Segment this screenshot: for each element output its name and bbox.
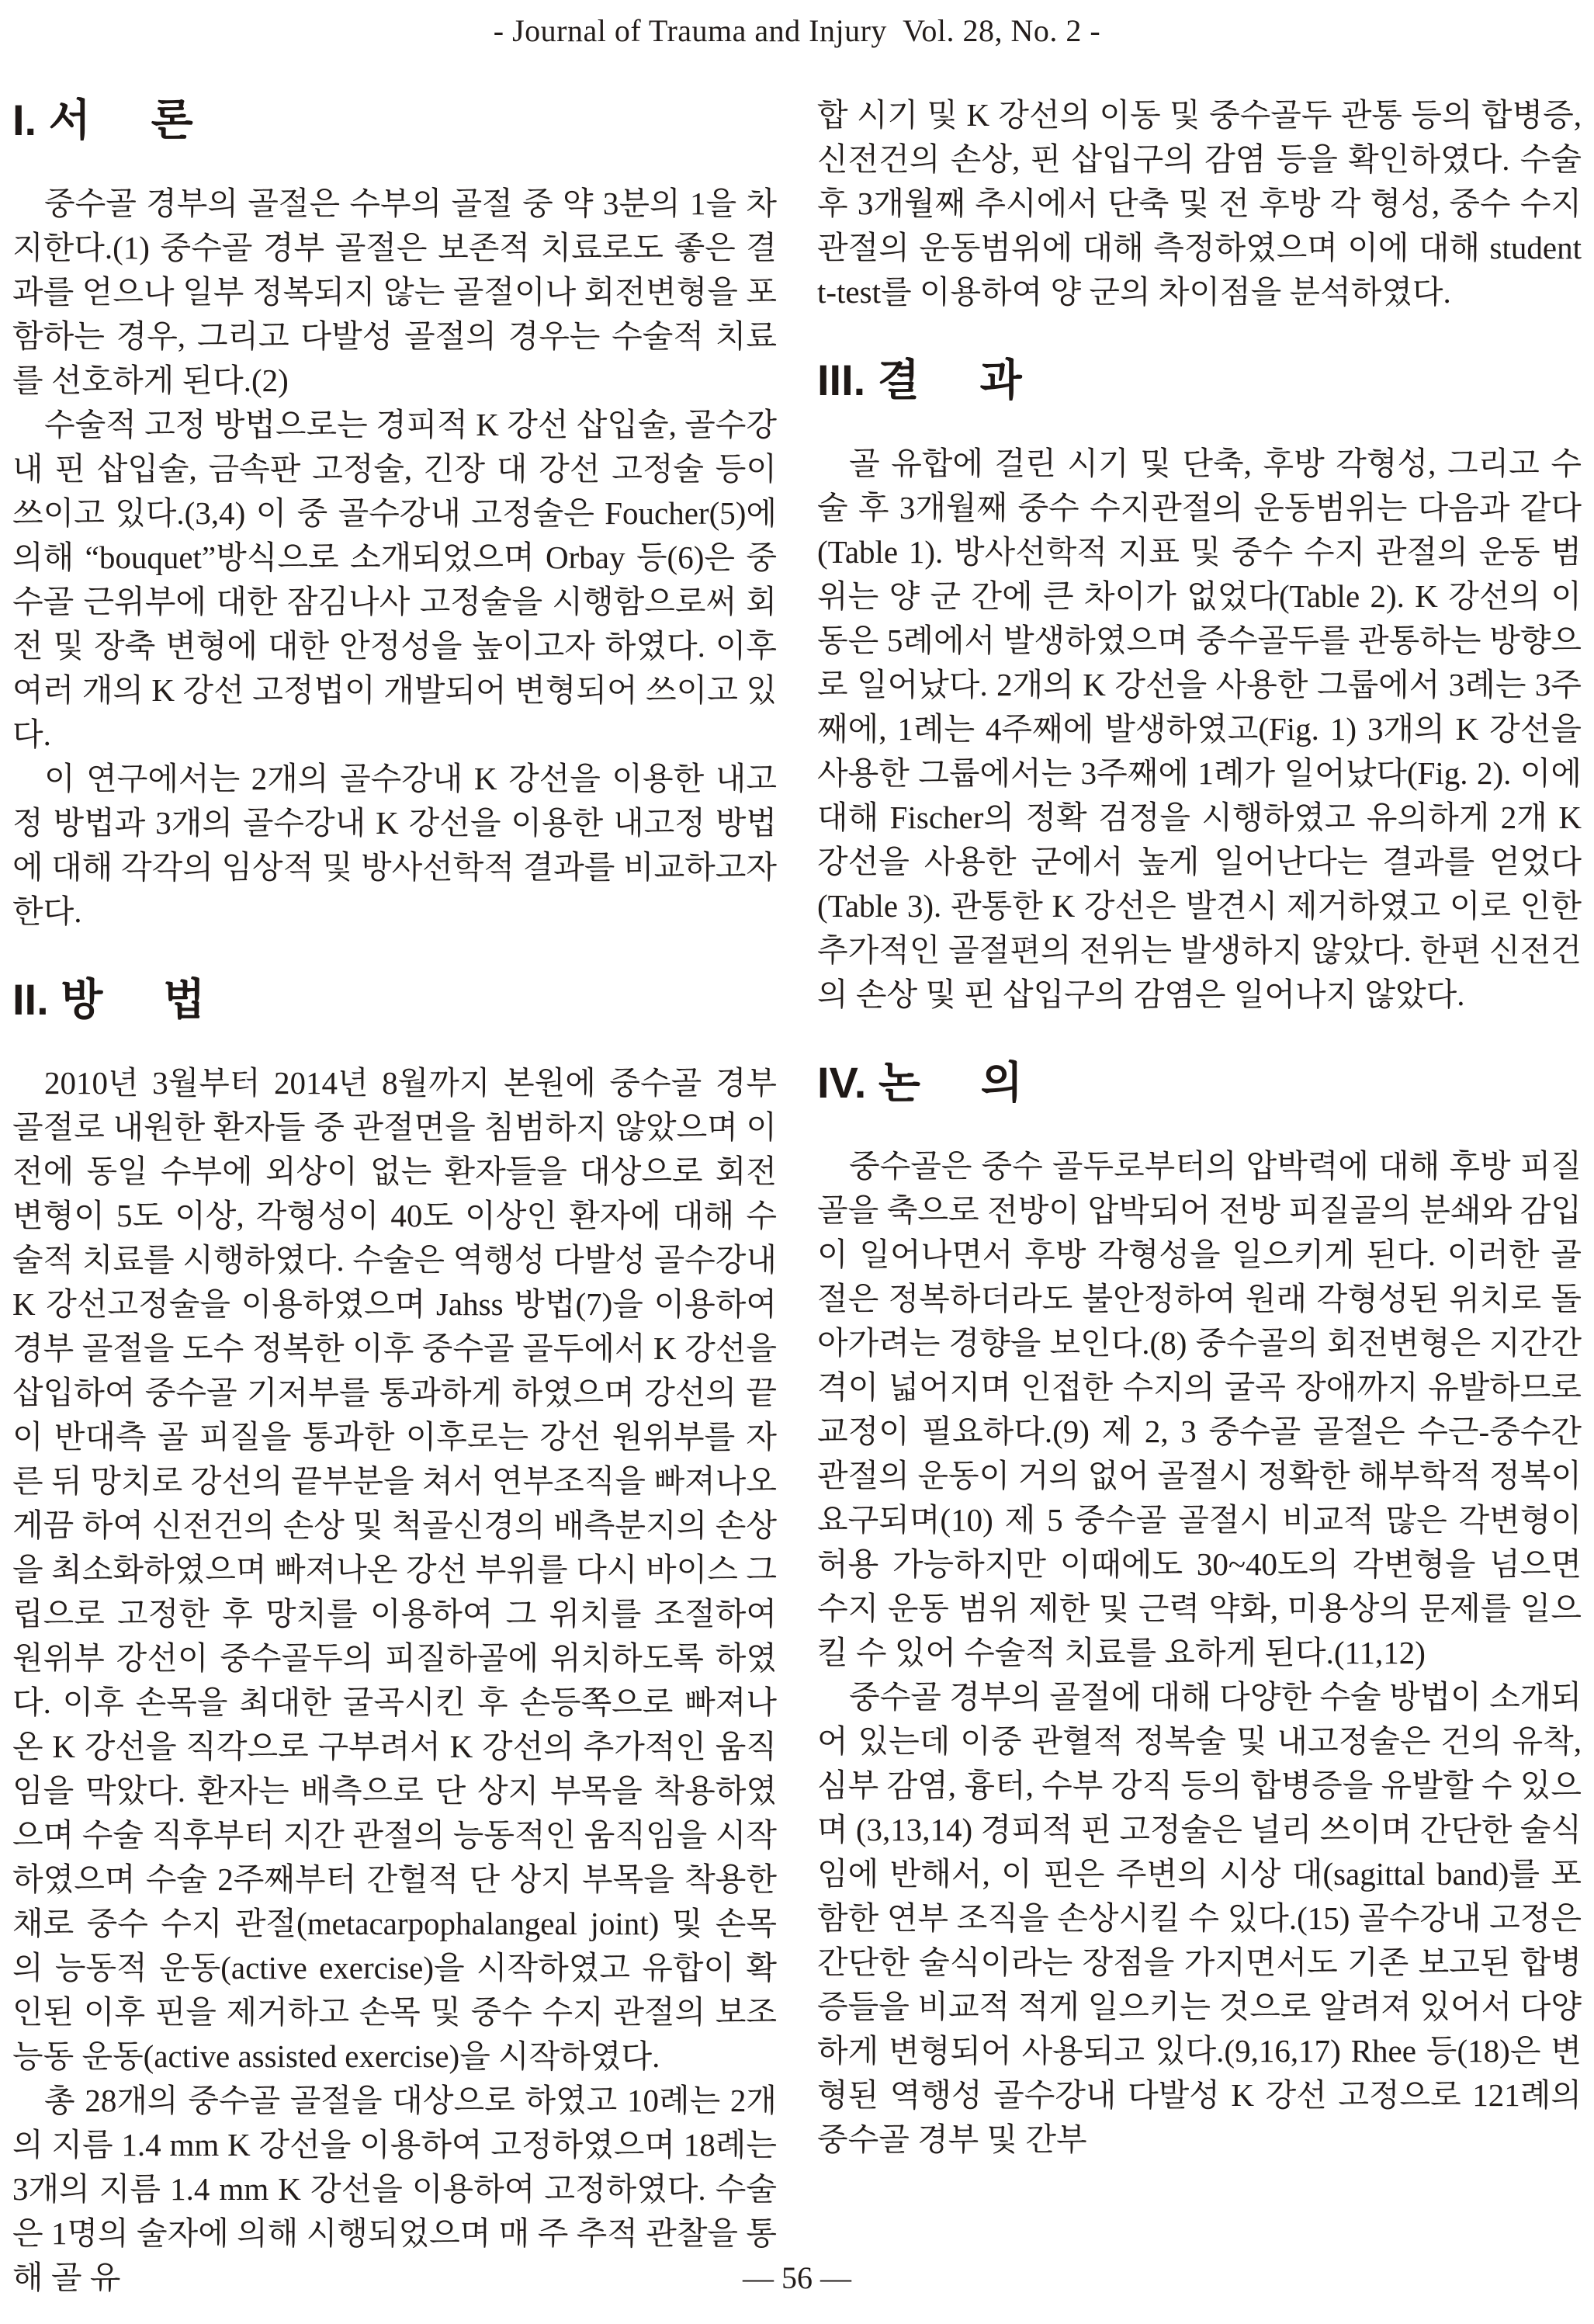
discussion-paragraph-2-start: 중수골 경부의 골절에 대해 다양한 수술 방법이 소개되어 있는데 이중 관혈적 정복술 및 내고정술은 건의 유착, 심부 감염, 흉터, 수부 강직 등의 합병증을 유발할 수 있으며 (3,13,14) 경피적 핀 고정술은 널리 쓰이며 간단한 술식임에 반해서, 이 핀은 주변의 시상 대(sagittal band)를 포함한 연부 조직을 손상시킬 수 있다.(15) 골수강내 고정은 간단한 술식이라는 장점을 가지면서도 기존 보고된 합병증들을 비교적 적게 일으키는 것으로 알려져 있어서 다양하게 변형되어 사용되고 있다.(9,16,17) Rhee 등(18)은 변형된 역행성 골수강내 다발성 K 강선 고정으로 121례의 중수골 경부 및 간부	[817, 1679, 1582, 2157]
section-heading-introduction: I. 서 론	[12, 95, 193, 144]
methods-paragraph-1: 2010년 3월부터 2014년 8월까지 본원에 중수골 경부 골절로 내원한 환자들 중 관절면을 침범하지 않았으며 이전에 동일 수부에 외상이 없는 환자들을 대상으로 회전 변형이 5도 이상, 각형성이 40도 이상인 환자에 대해 수술적 치료를 시행하였다. 수술은 역행성 다발성 골수강내 K 강선고정술을 이용하였으며 Jahss 방법(7)을 이용하여 경부 골절을 도수 정복한 이후 중수골 골두에서 K 강선을 삽입하여 중수골 기저부를 통과하게 하였으며 강선의 끝이 반대측 골 피질을 통과한 이후로는 강선 원위부를 자른 뒤 망치로 강선의 끝부분을 쳐서 연부조직을 빠져나오게끔 하여 신전건의 손상 및 척골신경의 배측분지의 손상을 최소화하였으며 빠져나온 강선 부위를 다시 바이스 그립으로 고정한 후 망치를 이용하여 그 위치를 조절하여 원위부 강선이 중수골두의 피질하골에 위치하도록 하였다. 이후 손목을 최대한 굴곡시킨 후 손등쪽으로 빠져나온 K 강선을 직각으로 구부려서 K 강선의 추가적인 움직임을 막았다. 환자는 배측으로 단 상지 부목을 착용하였으며 수술 직후부터 지간 관절의 능동적인 움직임을 시작하였으며 수술 2주째부터 간헐적 단 상지 부목을 착용한 채로 중수 수지 관절(metacarpophalangeal joint) 및 손목의 능동적 운동(active exercise)을 시작하였고 유합이 확인된 이후 핀을 제거하고 손목 및 중수 수지 관절의 보조 능동 운동(active assisted exercise)을 시작하였다.	[12, 1065, 777, 2074]
results-paragraph-1: 골 유합에 걸린 시기 및 단축, 후방 각형성, 그리고 수술 후 3개월째 중수 수지관절의 운동범위는 다음과 같다(Table 1). 방사선학적 지표 및 중수 수지 관절의 운동 범위는 양 군 간에 큰 차이가 없었다(Table 2). K 강선의 이동은 5례에서 발생하였으며 중수골두를 관통하는 방향으로 일어났다. 2개의 K 강선을 사용한 그룹에서 3례는 3주째에, 1례는 4주째에 발생하였고(Fig. 1) 3개의 K 강선을 사용한 그룹에서는 3주째에 1례가 일어났다(Fig. 2). 이에 대해 Fischer의 정확 검정을 시행하였고 유의하게 2개 K 강선을 사용한 군에서 높게 일어난다는 결과를 얻었다(Table 3). 관통한 K 강선은 발견시 제거하였고 이로 인한 추가적인 골절편의 전위는 발생하지 않았다. 한편 신전건의 손상 및 핀 삽입구의 감염은 일어나지 않았다.	[817, 446, 1582, 1012]
section-heading-methods: II. 방 법	[12, 975, 206, 1024]
discussion-paragraph-1: 중수골은 중수 골두로부터의 압박력에 대해 후방 피질골을 축으로 전방이 압박되어 전방 피질골의 분쇄와 감입이 일어나면서 후방 각형성을 일으키게 된다. 이러한 골절은 정복하더라도 불안정하여 원래 각형성된 위치로 돌아가려는 경향을 보인다.(8) 중수골의 회전변형은 지간간격이 넓어지며 인접한 수지의 굴곡 장애까지 유발하므로 교정이 필요하다.(9) 제 2, 3 중수골 골절은 수근-중수간 관절의 운동이 거의 없어 골절시 정확한 해부학적 정복이 요구되며(10) 제 5 중수골 골절시 비교적 많은 각변형이 허용 가능하지만 이때에도 30~40도의 각변형을 넘으면 수지 운동 범위 제한 및 근력 약화, 미용상의 문제를 일으킬 수 있어 수술적 치료를 요하게 된다.(11,12)	[817, 1148, 1582, 1670]
methods-paragraph-2-continued: 합 시기 및 K 강선의 이동 및 중수골두 관통 등의 합병증, 신전건의 손상, 핀 삽입구의 감염 등을 확인하였다. 수술 후 3개월째 추시에서 단축 및 전 후방 각 형성, 중수 수지관절의 운동범위에 대해 측정하였으며 이에 대해 student t-test를 이용하여 양 군의 차이점을 분석하였다.	[817, 97, 1582, 310]
right-column	[817, 93, 1582, 2300]
intro-paragraph-1: 중수골 경부의 골절은 수부의 골절 중 약 3분의 1을 차지한다.(1) 중수골 경부 골절은 보존적 치료로도 좋은 결과를 얻으나 일부 정복되지 않는 골절이나 회전변형을 포함하는 경우, 그리고 다발성 골절의 경우는 수술적 치료를 선호하게 된다.(2)	[12, 186, 777, 398]
intro-paragraph-2: 수술적 고정 방법으로는 경피적 K 강선 삽입술, 골수강내 핀 삽입술, 금속판 고정술, 긴장 대 강선 고정술 등이 쓰이고 있다.(3,4) 이 중 골수강내 고정술은 Foucher(5)에 의해 “bouquet”방식으로 소개되었으며 Orbay 등(6)은 중수골 근위부에 대한 잠김나사 고정술을 시행함으로써 회전 및 장축 변형에 대한 안정성을 높이고자 하였다. 이후 여러 개의 K 강선 고정법이 개발되어 변형되어 쓰이고 있다.	[12, 407, 777, 752]
journal-header: - Journal of Trauma and Injury Vol. 28, No. 2 -	[493, 13, 1101, 48]
left-column	[12, 93, 777, 2300]
section-heading-results: III. 결 과	[817, 356, 1022, 404]
two-column-body	[12, 93, 1582, 2300]
page-number: — 56 —	[743, 2260, 851, 2295]
methods-paragraph-2-start: 총 28개의 중수골 골절을 대상으로 하였고 10례는 2개의 지름 1.4 mm K 강선을 이용하여 고정하였으며 18례는 3개의 지름 1.4 mm K 강선을 이용하여 고정하였다. 수술은 1명의 술자에 의해 시행되었으며 매 주 추적 관찰을 통해 골 유	[12, 2083, 777, 2295]
section-heading-discussion: IV. 논 의	[817, 1058, 1023, 1107]
intro-paragraph-3: 이 연구에서는 2개의 골수강내 K 강선을 이용한 내고정 방법과 3개의 골수강내 K 강선을 이용한 내고정 방법에 대해 각각의 임상적 및 방사선학적 결과를 비교하고자 한다.	[12, 761, 777, 929]
